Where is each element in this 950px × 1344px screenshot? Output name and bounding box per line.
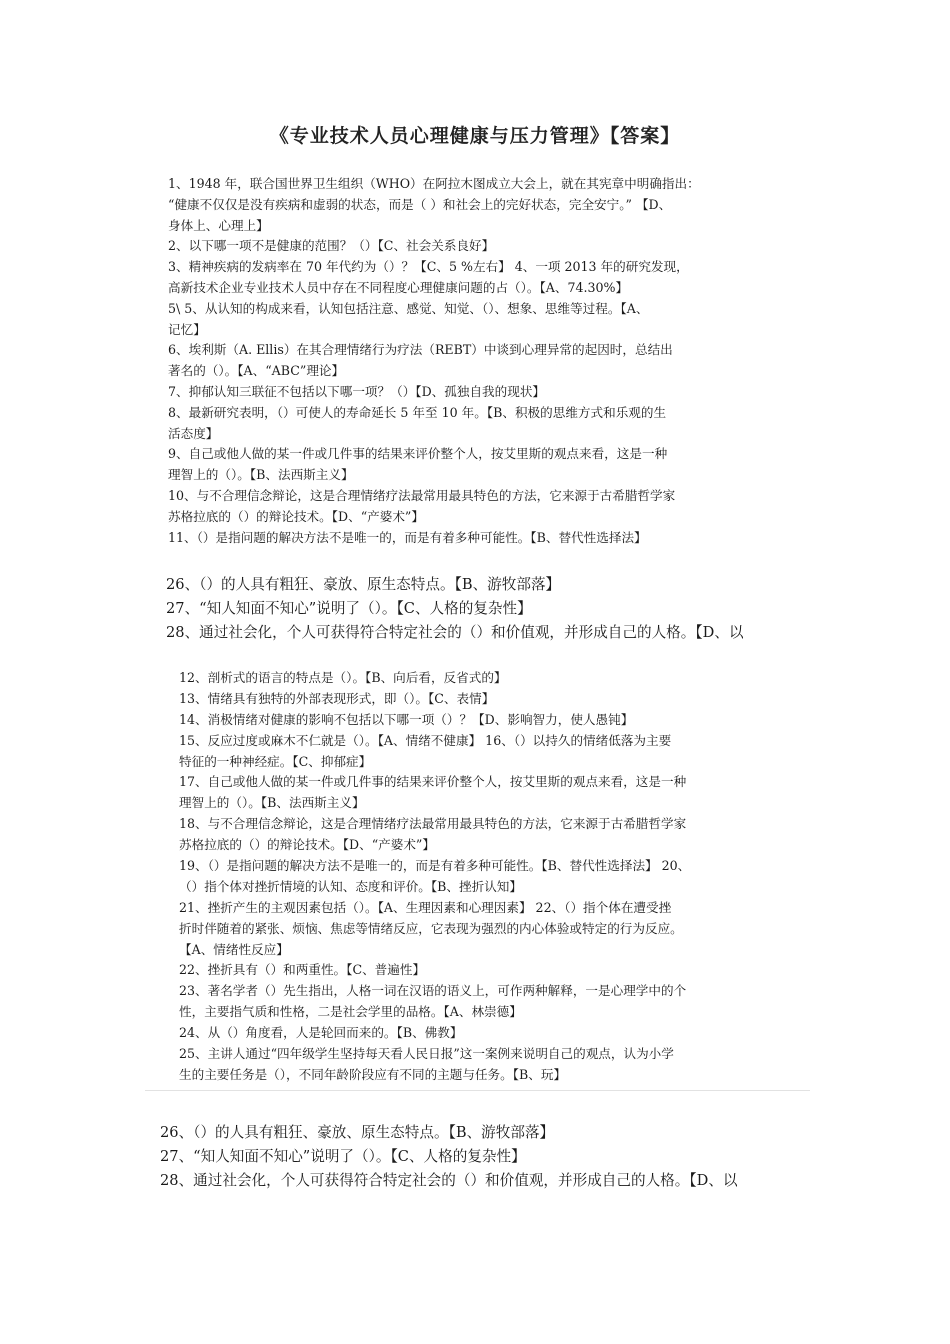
answer-block-4 <box>160 1121 738 1193</box>
text-line: 23、著名学者（）先生指出，人格一词在汉语的语义上，可作两种解释，一是心理学中的个 <box>179 983 687 999</box>
text-line: 苏格拉底的（）的辩论技术。【D、“产婆术”】 <box>179 837 435 853</box>
text-line: 6、埃利斯（A. Ellis）在其合理情绪行为疗法（REBT）中谈到心理异常的起因时，总结出 <box>168 342 673 358</box>
text-line: 性，主要指气质和性格，二是社会学里的品格。【A、林崇德】 <box>179 1004 522 1020</box>
text-line: 【A、情绪性反应】 <box>179 941 289 957</box>
text-line: 26、（）的人具有粗狂、豪放、原生态特点。【B、游牧部落】 <box>166 576 561 593</box>
text-line: 理智上的（）。【B、法西斯主义】 <box>168 467 354 483</box>
text-line: 21、挫折产生的主观因素包括（）。【A、生理因素和心理因素】 22、（）指个体在遭受挫 <box>179 899 672 915</box>
text-line: “健康不仅仅是没有疾病和虚弱的状态，而是（ ）和社会上的完好状态，完全安宁。” 【D、 <box>168 196 672 212</box>
text-line: 28、通过社会化，个人可获得符合特定社会的（）和价值观，并形成自己的人格。【D、以 <box>166 623 744 641</box>
answer-block-1 <box>168 174 700 548</box>
text-line: 活态度】 <box>168 425 219 441</box>
text-line: 26、（）的人具有粗狂、豪放、原生态特点。【B、游牧部落】 <box>160 1124 555 1141</box>
text-line: 1、1948 年，联合国世界卫生组织（WHO）在阿拉木图成立大会上，就在其宪章中明确指出： <box>168 176 700 191</box>
text-line: 27、“知人知面不知心”说明了（）。【C、人格的复杂性】 <box>160 1148 526 1165</box>
text-line: 19、（）是指问题的解决方法不是唯一的，而是有着多种可能性。【B、替代性选择法】 20、 <box>179 858 691 874</box>
answer-block-2 <box>166 573 744 644</box>
text-line: 18、与不合理信念辩论，这是合理情绪疗法最常用最具特色的方法，它来源于古希腊哲学家 <box>179 816 687 832</box>
text-line: 9、自己或他人做的某一件或几件事的结果来评价整个人，按艾里斯的观点来看，这是一种 <box>168 446 668 462</box>
text-line: 10、与不合理信念辩论，这是合理情绪疗法最常用最具特色的方法，它来源于古希腊哲学家 <box>168 487 676 503</box>
text-line: 28、通过社会化，个人可获得符合特定社会的（）和价值观，并形成自己的人格。【D、以 <box>160 1172 738 1189</box>
text-line: 7、抑郁认知三联征不包括以下哪一项？（）【D、孤独自我的现状】 <box>168 383 546 399</box>
answer-block-3 <box>179 668 690 1086</box>
text-line: 著名的（）。【A、“ABC”理论】 <box>168 363 345 379</box>
text-line: 24、从（）角度看，人是轮回而来的。【B、佛教】 <box>179 1025 463 1041</box>
text-line: 5\ 5、从认知的构成来看，认知包括注意、感觉、知觉、（）、想象、思维等过程。【A、 <box>168 300 649 316</box>
text-line: 13、情绪具有独特的外部表现形式，即（）。【C、表情】 <box>179 690 495 706</box>
text-line: 11、（）是指问题的解决方法不是唯一的，而是有着多种可能性。【B、替代性选择法】 <box>168 529 647 545</box>
text-line: 2、以下哪一项不是健康的范围？（）【C、社会关系良好】 <box>168 238 495 254</box>
text-line: 15、反应过度或麻木不仁就是（）。【A、情绪不健康】 16、（）以持久的情绪低落为主要 <box>179 732 672 748</box>
text-line: 苏格拉底的（）的辩论技术。【D、“产婆术”】 <box>168 508 424 524</box>
text-line: 17、自己或他人做的某一件或几件事的结果来评价整个人，按艾里斯的观点来看，这是一种 <box>179 774 687 790</box>
text-line: 12、剖析式的语言的特点是（）。【B、向后看，反省式的】 <box>179 670 507 685</box>
text-line: （）指个体对挫折情境的认知、态度和评价。【B、挫折认知】 <box>179 878 522 894</box>
text-line: 22、挫折具有（）和两重性。【C、普遍性】 <box>179 962 426 978</box>
text-line: 27、“知人知面不知心”说明了（）。【C、人格的复杂性】 <box>166 599 532 617</box>
text-line: 14、消极情绪对健康的影响不包括以下哪一项（）？【D、影响智力，使人愚钝】 <box>179 711 634 727</box>
page-divider <box>145 1090 810 1091</box>
text-line: 生的主要任务是（），不同年龄阶段应有不同的主题与任务。【B、玩】 <box>179 1066 567 1082</box>
text-line: 记忆】 <box>168 321 206 337</box>
text-line: 特征的一种神经症。【C、抑郁症】 <box>179 753 372 769</box>
text-line: 3、精神疾病的发病率在 70 年代约为（）？【C、5 %左右】 4、一项 2013 年的研究发现， <box>168 259 689 275</box>
text-line: 理智上的（）。【B、法西斯主义】 <box>179 795 365 811</box>
text-line: 25、主讲人通过“四年级学生坚持每天看人民日报”这一案例来说明自己的观点，认为小学 <box>179 1046 674 1062</box>
text-line: 高新技术企业专业技术人员中存在不同程度心理健康问题的占（）。【A、74.30%】 <box>168 279 629 295</box>
text-line: 身体上、心理上】 <box>168 217 269 233</box>
text-line: 折时伴随着的紧张、烦恼、焦虑等情绪反应，它表现为强烈的内心体验或特定的行为反应。 <box>179 920 683 936</box>
document-title: 《专业技术人员心理健康与压力管理》【答案】 <box>269 125 681 147</box>
text-line: 8、最新研究表明，（）可使人的寿命延长 5 年至 10 年。【B、积极的思维方式和乐观的生 <box>168 404 667 420</box>
